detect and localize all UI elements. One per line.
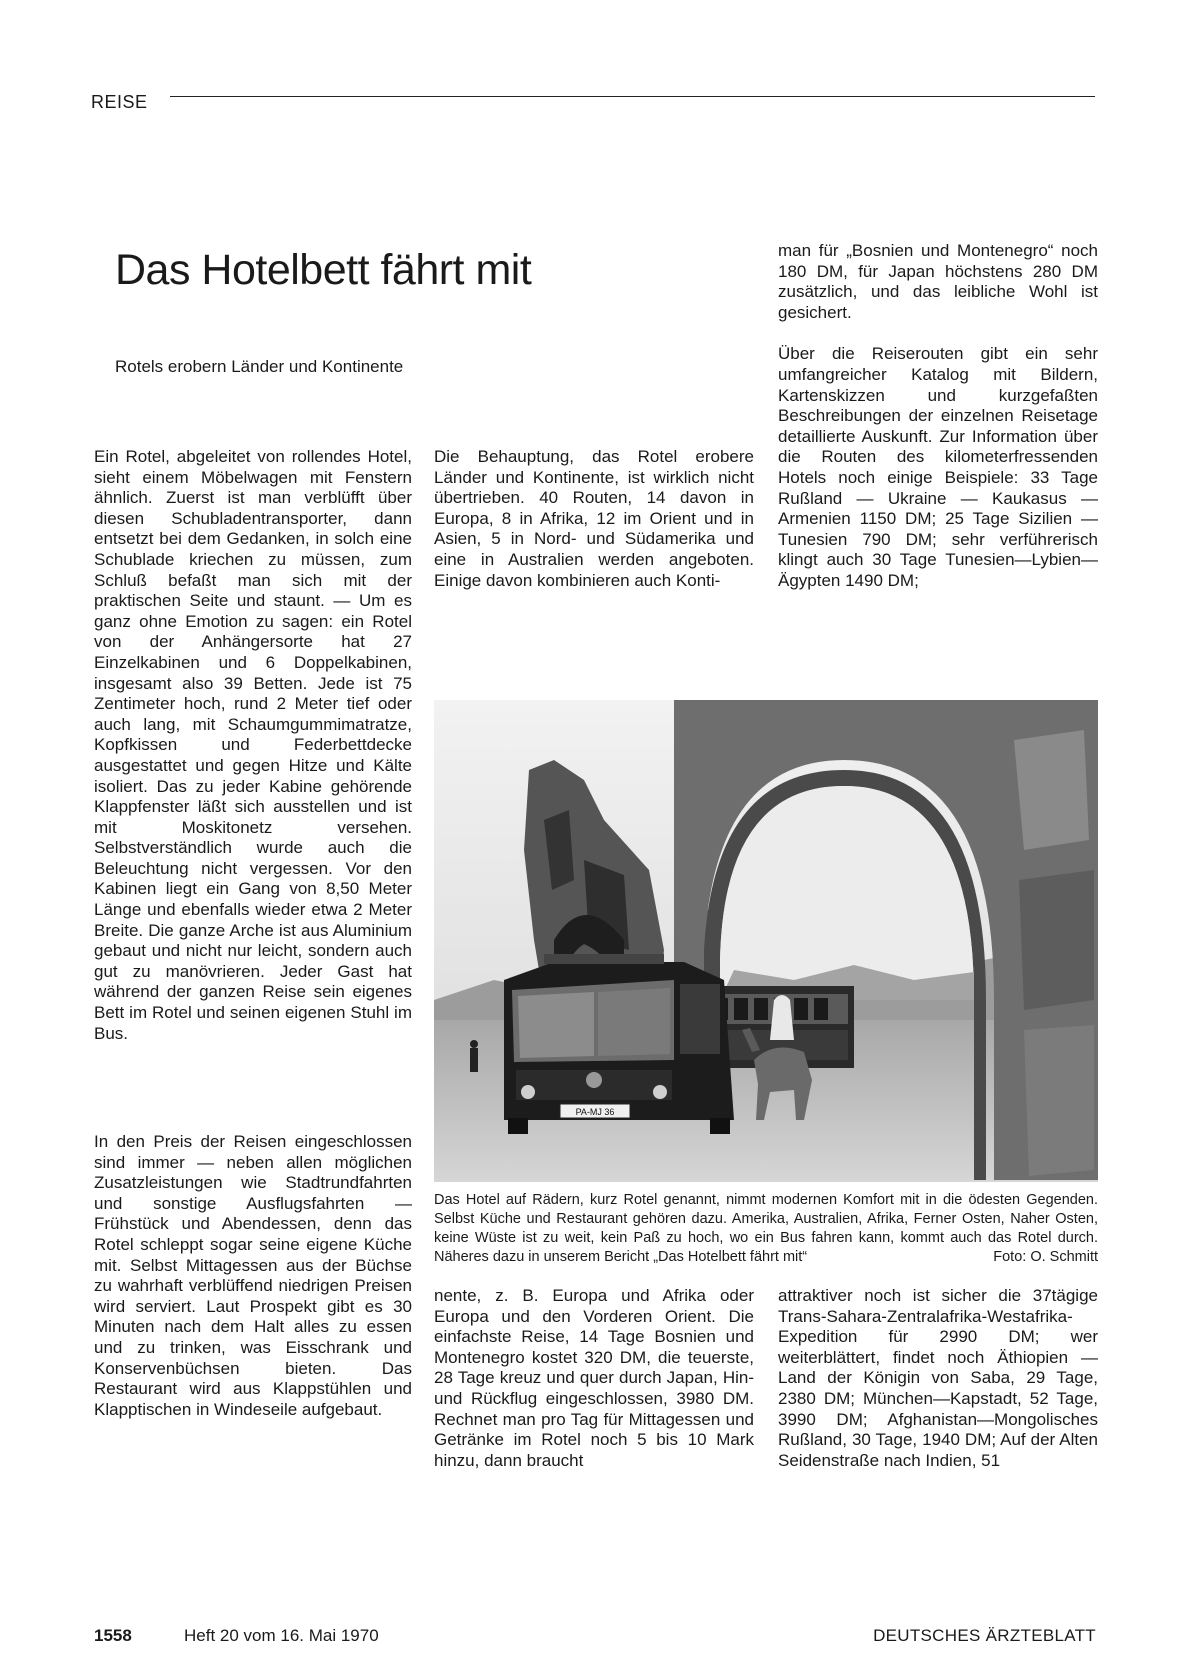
caption-text: Das Hotel auf Rädern, kurz Rotel genannt, nimmt modernen Komfort mit in die ödesten Gegenden. Selbst Küche und Restaurant gehören dazu. Amerika, Australien, Afrika, Ferner Osten, Naher Osten, keine Wüste ist zu weit, kein Paß zu hoch, wo ein Bus fahren kann, kommt auch das Rotel durch. Näheres dazu in unserem Bericht „Das Hotelbett fährt mit“: [434, 1192, 1098, 1265]
page-number: 1558: [94, 1626, 132, 1645]
paragraph: Ein Rotel, abgeleitet von rollendes Hotel, sieht einem Möbelwagen mit Fenstern ähnlich. Zuerst ist man verblüfft über diesen Schubladentransporter, dann entsetzt bei dem Gedanken, in solch eine Schublade kriechen zu müssen, zum Schluß befaßt man sich mit der praktischen Seite und staunt. — Um es ganz ohne Emotion zu sagen: ein Rotel von der Anhängersorte hat 27 Einzelkabinen und 6 Doppelkabinen, insgesamt also 39 Betten. Jede ist 75 Zentimeter hoch, rund 2 Meter tief oder auch lang, mit Schaumgummimatratze, Kopfkissen und Federbettdecke ausgestattet und gegen Hitze und Kälte isoliert. Das zu jeder Kabine gehörende Klappfenster läßt sich ausstellen und ist mit Moskitonetz versehen. Selbstverständlich wurde auch die Beleuchtung nicht vergessen. Vor den Kabinen liegt ein Gang von 8,50 Meter Länge und ebenfalls wieder etwa 2 Meter Breite. Die ganze Arche ist aus Aluminium gebaut und nicht nur leicht, sondern auch gut zu manövrieren. Jeder Gast hat während der ganzen Reise sein eigenes Bett im Rotel und seinen eigenen Stuhl im Bus.: [94, 447, 412, 1043]
column-3-top: [778, 241, 1098, 592]
paragraph: attraktiver noch ist sicher die 37tägige Trans-Sahara-Zentralafrika-Westafrika-Expedition für 2990 DM; wer weiterblättert, findet noch Äthiopien — Land der Königin von Saba, 29 Tage, 2380 DM; München—Kapstadt, 52 Tage, 3990 DM; Afghanistan—Mongolisches Rußland, 30 Tage, 1940 DM; Auf der Alten Seidenstraße nach Indien, 51: [778, 1286, 1098, 1470]
photo-credit: Foto: O. Schmitt: [993, 1249, 1098, 1265]
photo-caption: [434, 1191, 1098, 1267]
rotel-photo: [434, 700, 1098, 1182]
column-3-bottom: [778, 1286, 1098, 1471]
section-label: REISE: [91, 92, 148, 112]
license-plate: PA-MJ 36: [575, 1107, 615, 1117]
issue-info: Heft 20 vom 16. Mai 1970: [184, 1626, 379, 1645]
column-1-bottom: [94, 1132, 412, 1420]
paragraph: nente, z. B. Europa und Afrika oder Europa und den Vorderen Orient. Die einfachste Reise, 14 Tage Bosnien und Montenegro kostet 320 DM, die teuerste, 28 Tage kreuz und quer durch Japan, Hin- und Rückflug eingeschlossen, 3980 DM. Rechnet man pro Tag für Mittagessen und Getränke im Rotel noch 5 bis 10 Mark hinzu, dann braucht: [434, 1286, 754, 1470]
paragraph: Die Behauptung, das Rotel erobere Länder und Kontinente, ist wirklich nicht übertrieben. 40 Routen, 14 davon in Europa, 8 in Afrika, 12 im Orient und in Asien, 5 in Nord- und Südamerika und eine in Australien werden angeboten. Einige davon kombinieren auch Konti-: [434, 447, 754, 590]
article-subtitle: Rotels erobern Länder und Kontinente: [115, 357, 404, 376]
article-title: Das Hotelbett fährt mit: [115, 246, 532, 294]
header-rule: [170, 96, 1095, 97]
column-1-top: [94, 447, 412, 1044]
journal-name: DEUTSCHES ÄRZTEBLATT: [873, 1626, 1096, 1645]
column-2-bottom: [434, 1286, 754, 1471]
column-2-top: [434, 447, 754, 591]
paragraph: Über die Reiserouten gibt ein sehr umfangreicher Katalog mit Bildern, Kartenskizzen und kurzgefaßten Beschreibungen der einzelnen Reisetage detaillierte Auskunft. Zur Information über die Routen des kilometerfressenden Hotels noch einige Beispiele: 33 Tage Rußland — Ukraine — Kaukasus — Armenien 1150 DM; 25 Tage Sizilien —Tunesien 790 DM; sehr verführerisch klingt auch 30 Tage Tunesien—Lybien—Ägypten 1490 DM;: [778, 344, 1098, 590]
paragraph: man für „Bosnien und Montenegro“ noch 180 DM, für Japan höchstens 280 DM zusätzlich, und das leibliche Wohl ist gesichert.: [778, 241, 1098, 322]
paragraph: In den Preis der Reisen eingeschlossen sind immer — neben allen möglichen Zusatzleistungen wie Stadtrundfahrten und sonstige Ausflugsfahrten — Frühstück und Abendessen, denn das Rotel schleppt sogar seine eigene Küche mit. Selbst Mittagessen aus der Büchse zu wahrhaft verblüffend niedrigen Preisen wird serviert. Laut Prospekt gibt es 30 Minuten nach dem Halt alles zu essen und zu trinken, was Eisschrank und Konservenbüchsen bieten. Das Restaurant wird aus Klappstühlen und Klapptischen in Windeseile aufgebaut.: [94, 1132, 412, 1419]
